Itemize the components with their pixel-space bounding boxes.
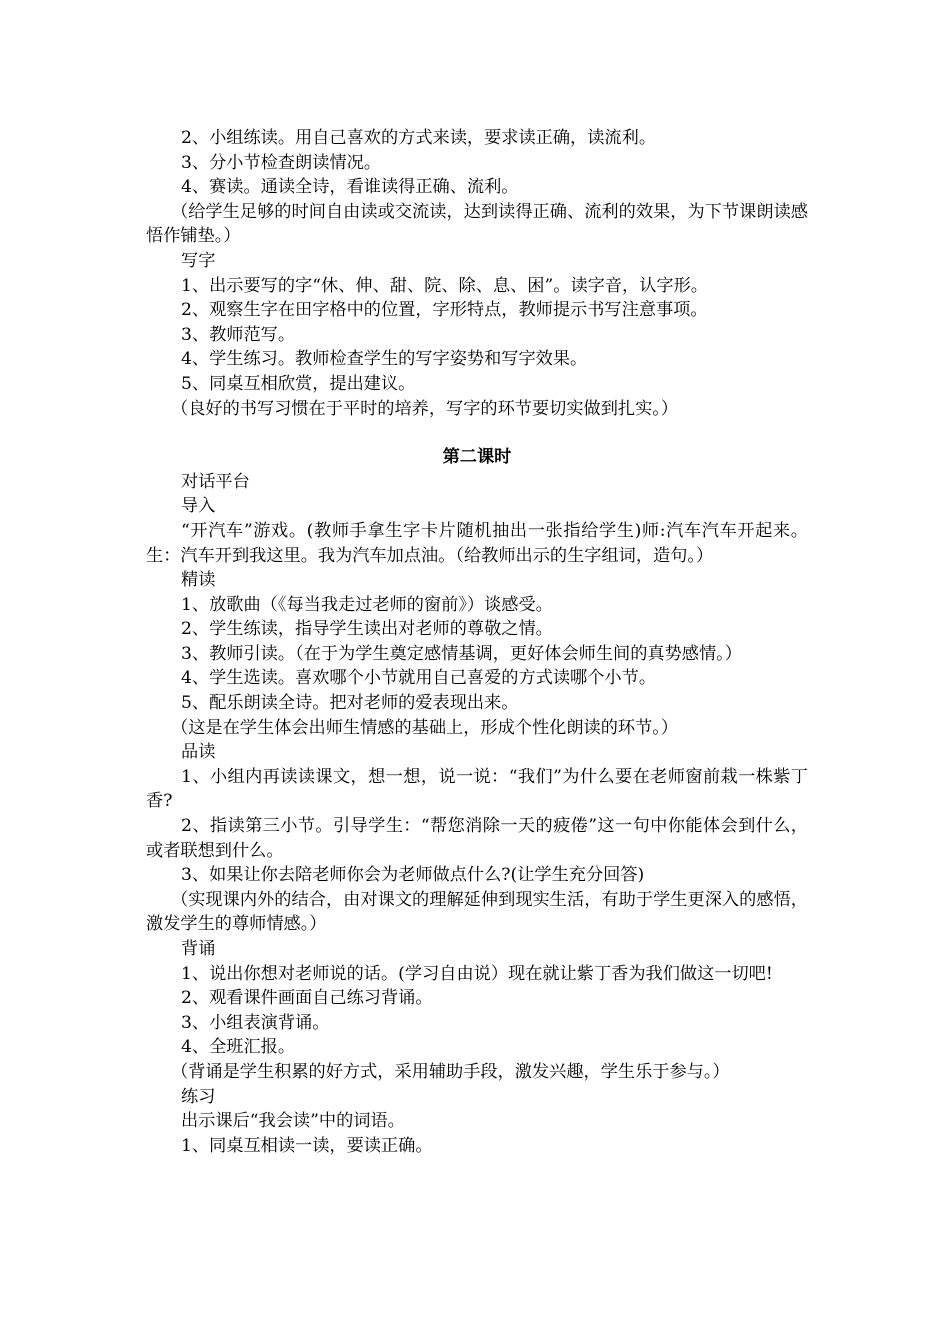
paragraph-line: 1、说出你想对老师说的话。(学习自由说）现在就让紫丁香为我们做这一切吧! (181, 963, 773, 984)
lesson-title: 第二课时 (442, 447, 512, 468)
paragraph-line: 2、观察生字在田字格中的位置，字形特点，教师提示书写注意事项。 (181, 300, 708, 321)
teaching-note: （这是在学生体会出师生情感的基础上，形成个性化朗读的环节。） (171, 717, 679, 738)
paragraph-line: 3、教师范写。 (181, 324, 296, 345)
paragraph-line: 1、小组内再读读课文，想一想，说一说：“我们”为什么要在老师窗前栽一株紫丁香? (146, 766, 808, 812)
paragraph-daoru: “开汽车”游戏。(教师手拿生字卡片随机抽出一张指给学生)师:汽车汽车开起来。生：汽车开到我这里。我为汽车加点油。（给教师出示的生字组词，造句。） (146, 520, 808, 566)
paragraph-line: 1、出示要写的字“休、伸、甜、院、除、息、困”。读字音，认字形。 (181, 275, 708, 296)
section-heading-beisong: 背诵 (181, 939, 216, 959)
section-heading-lianxi: 练习 (181, 1086, 216, 1107)
section-heading-pindu: 品读 (181, 742, 216, 763)
paragraph-line: 1、同桌互相读一读，要读正确。 (181, 1135, 433, 1156)
paragraph-line: 2、学生练读，指导学生读出对老师的尊敬之情。 (181, 619, 553, 640)
paragraph-line: 3、小组表演背诵。 (181, 1012, 330, 1033)
paragraph-line: 2、小组练读。用自己喜欢的方式来读，要求读正确，读流利。 (181, 128, 657, 148)
section-heading-daoru: 导入 (181, 496, 216, 517)
section-heading-platform: 对话平台 (181, 471, 250, 492)
paragraph-line: 4、学生练习。教师检查学生的写字姿势和写字效果。 (181, 349, 588, 370)
teaching-note: （背诵是学生积累的好方式，采用辅助手段，激发兴趣，学生乐于参与。） (171, 1061, 730, 1082)
teaching-note: （良好的书写习惯在于平时的培养，写字的环节要切实做到扎实。） (171, 398, 679, 419)
paragraph-line: 3、分小节检查朗读情况。 (181, 152, 381, 173)
paragraph-line: 3、如果让你去陪老师你会为老师做点什么?(让学生充分回答) (181, 865, 645, 886)
paragraph-line: 1、放歌曲（《每当我走过老师的窗前》）谈感受。 (181, 594, 553, 615)
section-heading-xiezi: 写字 (181, 250, 216, 271)
teaching-note: （实现课内外的结合，由对课文的理解延伸到现实生活，有助于学生更深入的感悟，激发学生的尊师情感。） (146, 889, 808, 935)
paragraph-line: 5、同桌互相欣赏，提出建议。 (181, 373, 416, 394)
paragraph-line: 4、全班汇报。 (181, 1037, 296, 1058)
paragraph-line: 5、配乐朗读全诗。把对老师的爱表现出来。 (181, 693, 519, 714)
teaching-note: （给学生足够的时间自由读或交流读，达到读得正确、流利的效果，为下节课朗读感悟作铺垫。） (146, 201, 808, 247)
paragraph-line: 2、指读第三小节。引导学生：“帮您消除一天的疲倦”这一句中你能体会到什么，或者联想到什么。 (146, 816, 808, 861)
paragraph-line: 出示课后“我会读”中的词语。 (181, 1111, 405, 1132)
section-heading-jingdu: 精读 (181, 570, 216, 591)
paragraph-line: 3、教师引读。（在于为学生奠定感情基调，更好体会师生间的真势感情。） (181, 643, 742, 664)
paragraph-line: 4、学生选读。喜欢哪个小节就用自己喜爱的方式读哪个小节。 (181, 668, 657, 689)
paragraph-line: 4、赛读。通读全诗，看谁读得正确、流利。 (181, 177, 519, 198)
paragraph-line: 2、观看课件画面自己练习背诵。 (181, 988, 433, 1009)
document-body (146, 126, 808, 1158)
